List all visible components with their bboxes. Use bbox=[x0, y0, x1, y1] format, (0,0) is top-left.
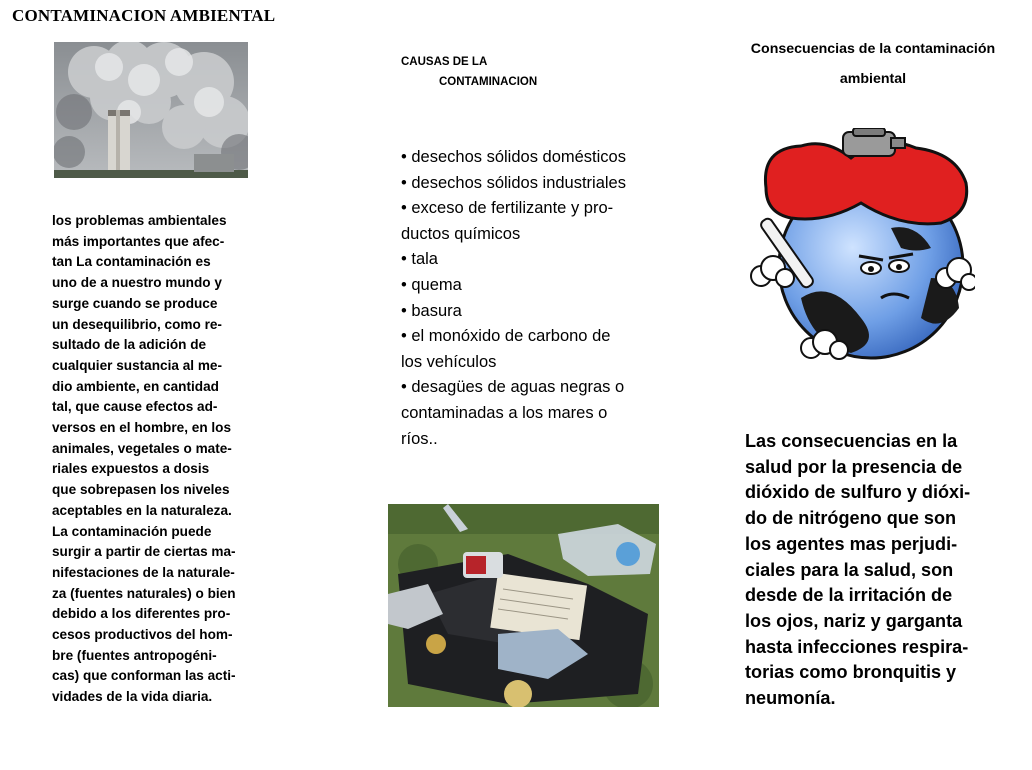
text-line: aceptables en la naturaleza. bbox=[52, 502, 232, 518]
page-title: CONTAMINACION AMBIENTAL bbox=[12, 6, 276, 25]
list-item: ríos.. bbox=[401, 429, 438, 448]
text-line: hasta infecciones respira- bbox=[745, 636, 969, 657]
text-line: cesos productivos del hom- bbox=[52, 627, 233, 643]
text-line: los agentes mas perjudi- bbox=[745, 533, 958, 554]
list-item: • desagües de aguas negras o bbox=[401, 378, 625, 397]
text-line: tan La contaminación es bbox=[52, 254, 211, 270]
text-line: Las consecuencias en la bbox=[745, 431, 958, 451]
consequences-heading-line: ambiental bbox=[839, 71, 907, 87]
text-line: desde de la irritación de bbox=[745, 585, 953, 606]
list-item: • basura bbox=[401, 301, 462, 320]
consequences-heading-line: Consecuencias de la contaminación bbox=[750, 41, 996, 57]
list-item: • exceso de fertilizante y pro- bbox=[401, 199, 614, 218]
consequences-paragraph bbox=[745, 429, 995, 712]
text-line: neumonía. bbox=[745, 688, 836, 709]
text-line: debido a los diferentes pro- bbox=[52, 606, 231, 622]
text-line: cualquier sustancia al me- bbox=[52, 357, 222, 373]
list-item: • tala bbox=[401, 250, 438, 269]
text-line: vidades de la vida diaria. bbox=[52, 689, 213, 705]
text-line: los ojos, nariz y garganta bbox=[745, 610, 963, 631]
causes-heading bbox=[401, 52, 537, 92]
text-line: do de nitrógeno que son bbox=[745, 508, 957, 529]
text-line: surgir a partir de ciertas ma- bbox=[52, 544, 236, 560]
sick-earth-illustration bbox=[741, 128, 975, 366]
consequences-heading bbox=[728, 34, 1018, 94]
intro-paragraph bbox=[52, 211, 267, 708]
causes-heading-line: CONTAMINACION bbox=[439, 76, 538, 88]
text-line: ciales para la salud, son bbox=[745, 559, 954, 580]
text-line: torias como bronquitis y bbox=[745, 662, 957, 683]
text-line: salud por la presencia de bbox=[745, 456, 963, 477]
text-line: La contaminación puede bbox=[52, 523, 212, 539]
list-item: • desechos sólidos domésticos bbox=[401, 148, 626, 166]
text-line: dióxido de sulfuro y dióxi- bbox=[745, 482, 971, 503]
text-line: tal, que cause efectos ad- bbox=[52, 399, 218, 415]
text-line: za (fuentes naturales) o bien bbox=[52, 585, 236, 601]
text-line: sultado de la adición de bbox=[52, 337, 207, 353]
text-line: más importantes que afec- bbox=[52, 233, 225, 249]
garbage-photo bbox=[388, 504, 659, 707]
text-line: cas) que conforman las acti- bbox=[52, 668, 236, 684]
causes-heading-line: CAUSAS DE LA bbox=[401, 56, 488, 68]
list-item: • quema bbox=[401, 275, 462, 294]
text-line: dio ambiente, en cantidad bbox=[52, 378, 219, 394]
text-line: versos en el hombre, en los bbox=[52, 420, 232, 436]
list-item: • desechos sólidos industriales bbox=[401, 173, 626, 192]
causes-list bbox=[401, 145, 671, 452]
list-item: • el monóxido de carbono de bbox=[401, 327, 611, 346]
text-line: bre (fuentes antropogéni- bbox=[52, 647, 217, 663]
text-line: riales expuestos a dosis bbox=[52, 461, 210, 477]
smokestack-photo bbox=[54, 42, 248, 178]
list-item: contaminadas a los mares o bbox=[401, 403, 608, 422]
text-line: animales, vegetales o mate- bbox=[52, 440, 232, 456]
text-line: uno de a nuestro mundo y bbox=[52, 275, 222, 291]
text-line: que sobrepasen los niveles bbox=[52, 482, 230, 498]
text-line: surge cuando se produce bbox=[52, 295, 218, 311]
list-item: ductos químicos bbox=[401, 224, 521, 243]
text-line: nifestaciones de la naturale- bbox=[52, 564, 235, 580]
text-line: un desequilibrio, como re- bbox=[52, 316, 222, 332]
text-line: los problemas ambientales bbox=[52, 213, 227, 228]
list-item: los vehículos bbox=[401, 352, 497, 371]
